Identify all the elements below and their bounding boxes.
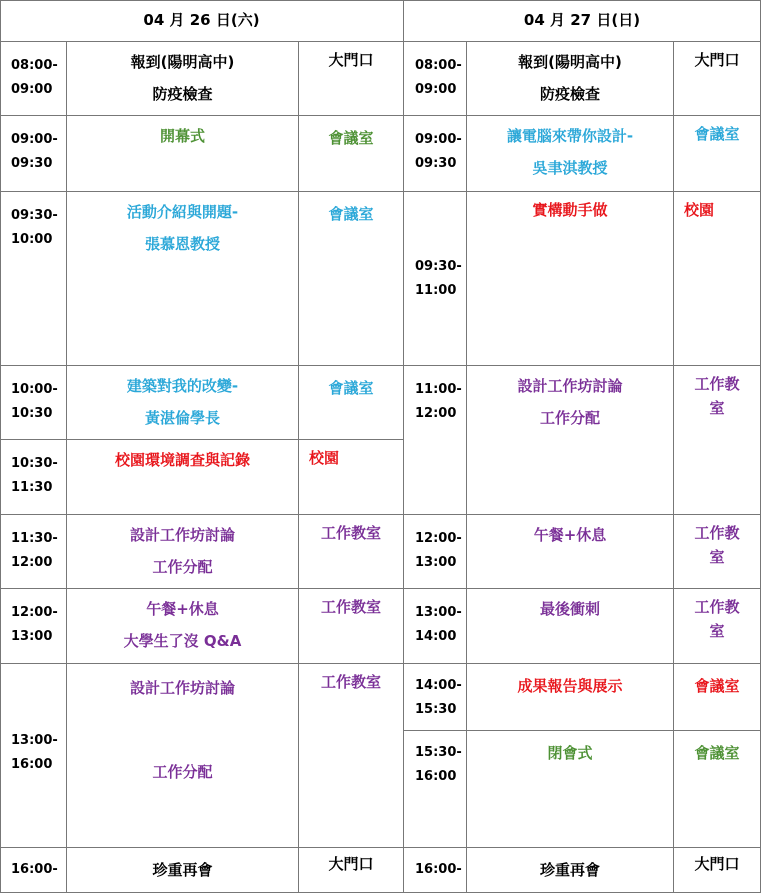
- day1-row5-location: 工作教室: [299, 515, 404, 589]
- day1-row7-location: 工作教室: [299, 664, 404, 848]
- day1-row7-activity: 設計工作坊討論 工作分配: [67, 664, 299, 848]
- day2-row3-time: 11:00- 12:00: [404, 366, 467, 515]
- day2-row1-location: 會議室: [674, 116, 761, 192]
- day1-row7-time: 13:00- 16:00: [0, 664, 67, 848]
- day1-row2-time: 09:30- 10:00: [0, 192, 67, 366]
- day1-header: 04 月 26 日(六): [0, 0, 404, 42]
- day2-row4-activity: 午餐+休息: [467, 515, 674, 589]
- day2-row8-location: 大門口: [674, 848, 761, 893]
- day2-row7-activity: 閉會式: [467, 731, 674, 848]
- day2-row0-location: 大門口: [674, 42, 761, 116]
- day1-row4-location: 校園: [299, 440, 404, 515]
- day2-row5-time: 13:00- 14:00: [404, 589, 467, 664]
- day1-row4-activity: 校園環境調查與記錄: [67, 440, 299, 515]
- day1-row5-activity: 設計工作坊討論 工作分配: [67, 515, 299, 589]
- day2-row7-location: 會議室: [674, 731, 761, 848]
- day1-row8-location: 大門口: [299, 848, 404, 893]
- day1-row8-time: 16:00-: [0, 848, 67, 893]
- day1-row5-time: 11:30- 12:00: [0, 515, 67, 589]
- day2-row6-time: 14:00- 15:30: [404, 664, 467, 731]
- day2-row6-activity: 成果報告與展示: [467, 664, 674, 731]
- day1-row0-time: 08:00- 09:00: [0, 42, 67, 116]
- day1-row3-location: 會議室: [299, 366, 404, 440]
- day2-row1-activity: 讓電腦來帶你設計- 吳聿淇教授: [467, 116, 674, 192]
- day1-row3-time: 10:00- 10:30: [0, 366, 67, 440]
- day2-row0-time: 08:00- 09:00: [404, 42, 467, 116]
- day1-row8-activity: 珍重再會: [67, 848, 299, 893]
- day2-row2-activity: 實構動手做: [467, 192, 674, 366]
- day1-row2-location: 會議室: [299, 192, 404, 366]
- day2-row8-time: 16:00-: [404, 848, 467, 893]
- day2-row6-location: 會議室: [674, 664, 761, 731]
- day1-row1-activity: 開幕式: [67, 116, 299, 192]
- day2-row8-activity: 珍重再會: [467, 848, 674, 893]
- day2-row2-location: 校園: [674, 192, 761, 366]
- day1-row6-activity: 午餐+休息 大學生了沒 Q&A: [67, 589, 299, 664]
- day1-row2-activity: 活動介紹與開題- 張慕恩教授: [67, 192, 299, 366]
- day1-row6-time: 12:00- 13:00: [0, 589, 67, 664]
- day2-row5-location: 工作教 室: [674, 589, 761, 664]
- day2-row7-time: 15:30- 16:00: [404, 731, 467, 848]
- day2-row3-activity: 設計工作坊討論 工作分配: [467, 366, 674, 515]
- day2-row3-location: 工作教 室: [674, 366, 761, 515]
- day2-row4-location: 工作教 室: [674, 515, 761, 589]
- day1-row0-activity: 報到(陽明高中) 防疫檢查: [67, 42, 299, 116]
- day1-row3-activity: 建築對我的改變- 黃湛倫學長: [67, 366, 299, 440]
- day2-header: 04 月 27 日(日): [404, 0, 761, 42]
- day1-row6-location: 工作教室: [299, 589, 404, 664]
- day1-row1-time: 09:00- 09:30: [0, 116, 67, 192]
- day1-row1-location: 會議室: [299, 116, 404, 192]
- day2-row1-time: 09:00- 09:30: [404, 116, 467, 192]
- day2-row0-activity: 報到(陽明高中) 防疫檢查: [467, 42, 674, 116]
- day1-row4-time: 10:30- 11:30: [0, 440, 67, 515]
- day2-row2-time: 09:30- 11:00: [404, 192, 467, 366]
- day1-row0-location: 大門口: [299, 42, 404, 116]
- day2-row4-time: 12:00- 13:00: [404, 515, 467, 589]
- day2-row5-activity: 最後衝刺: [467, 589, 674, 664]
